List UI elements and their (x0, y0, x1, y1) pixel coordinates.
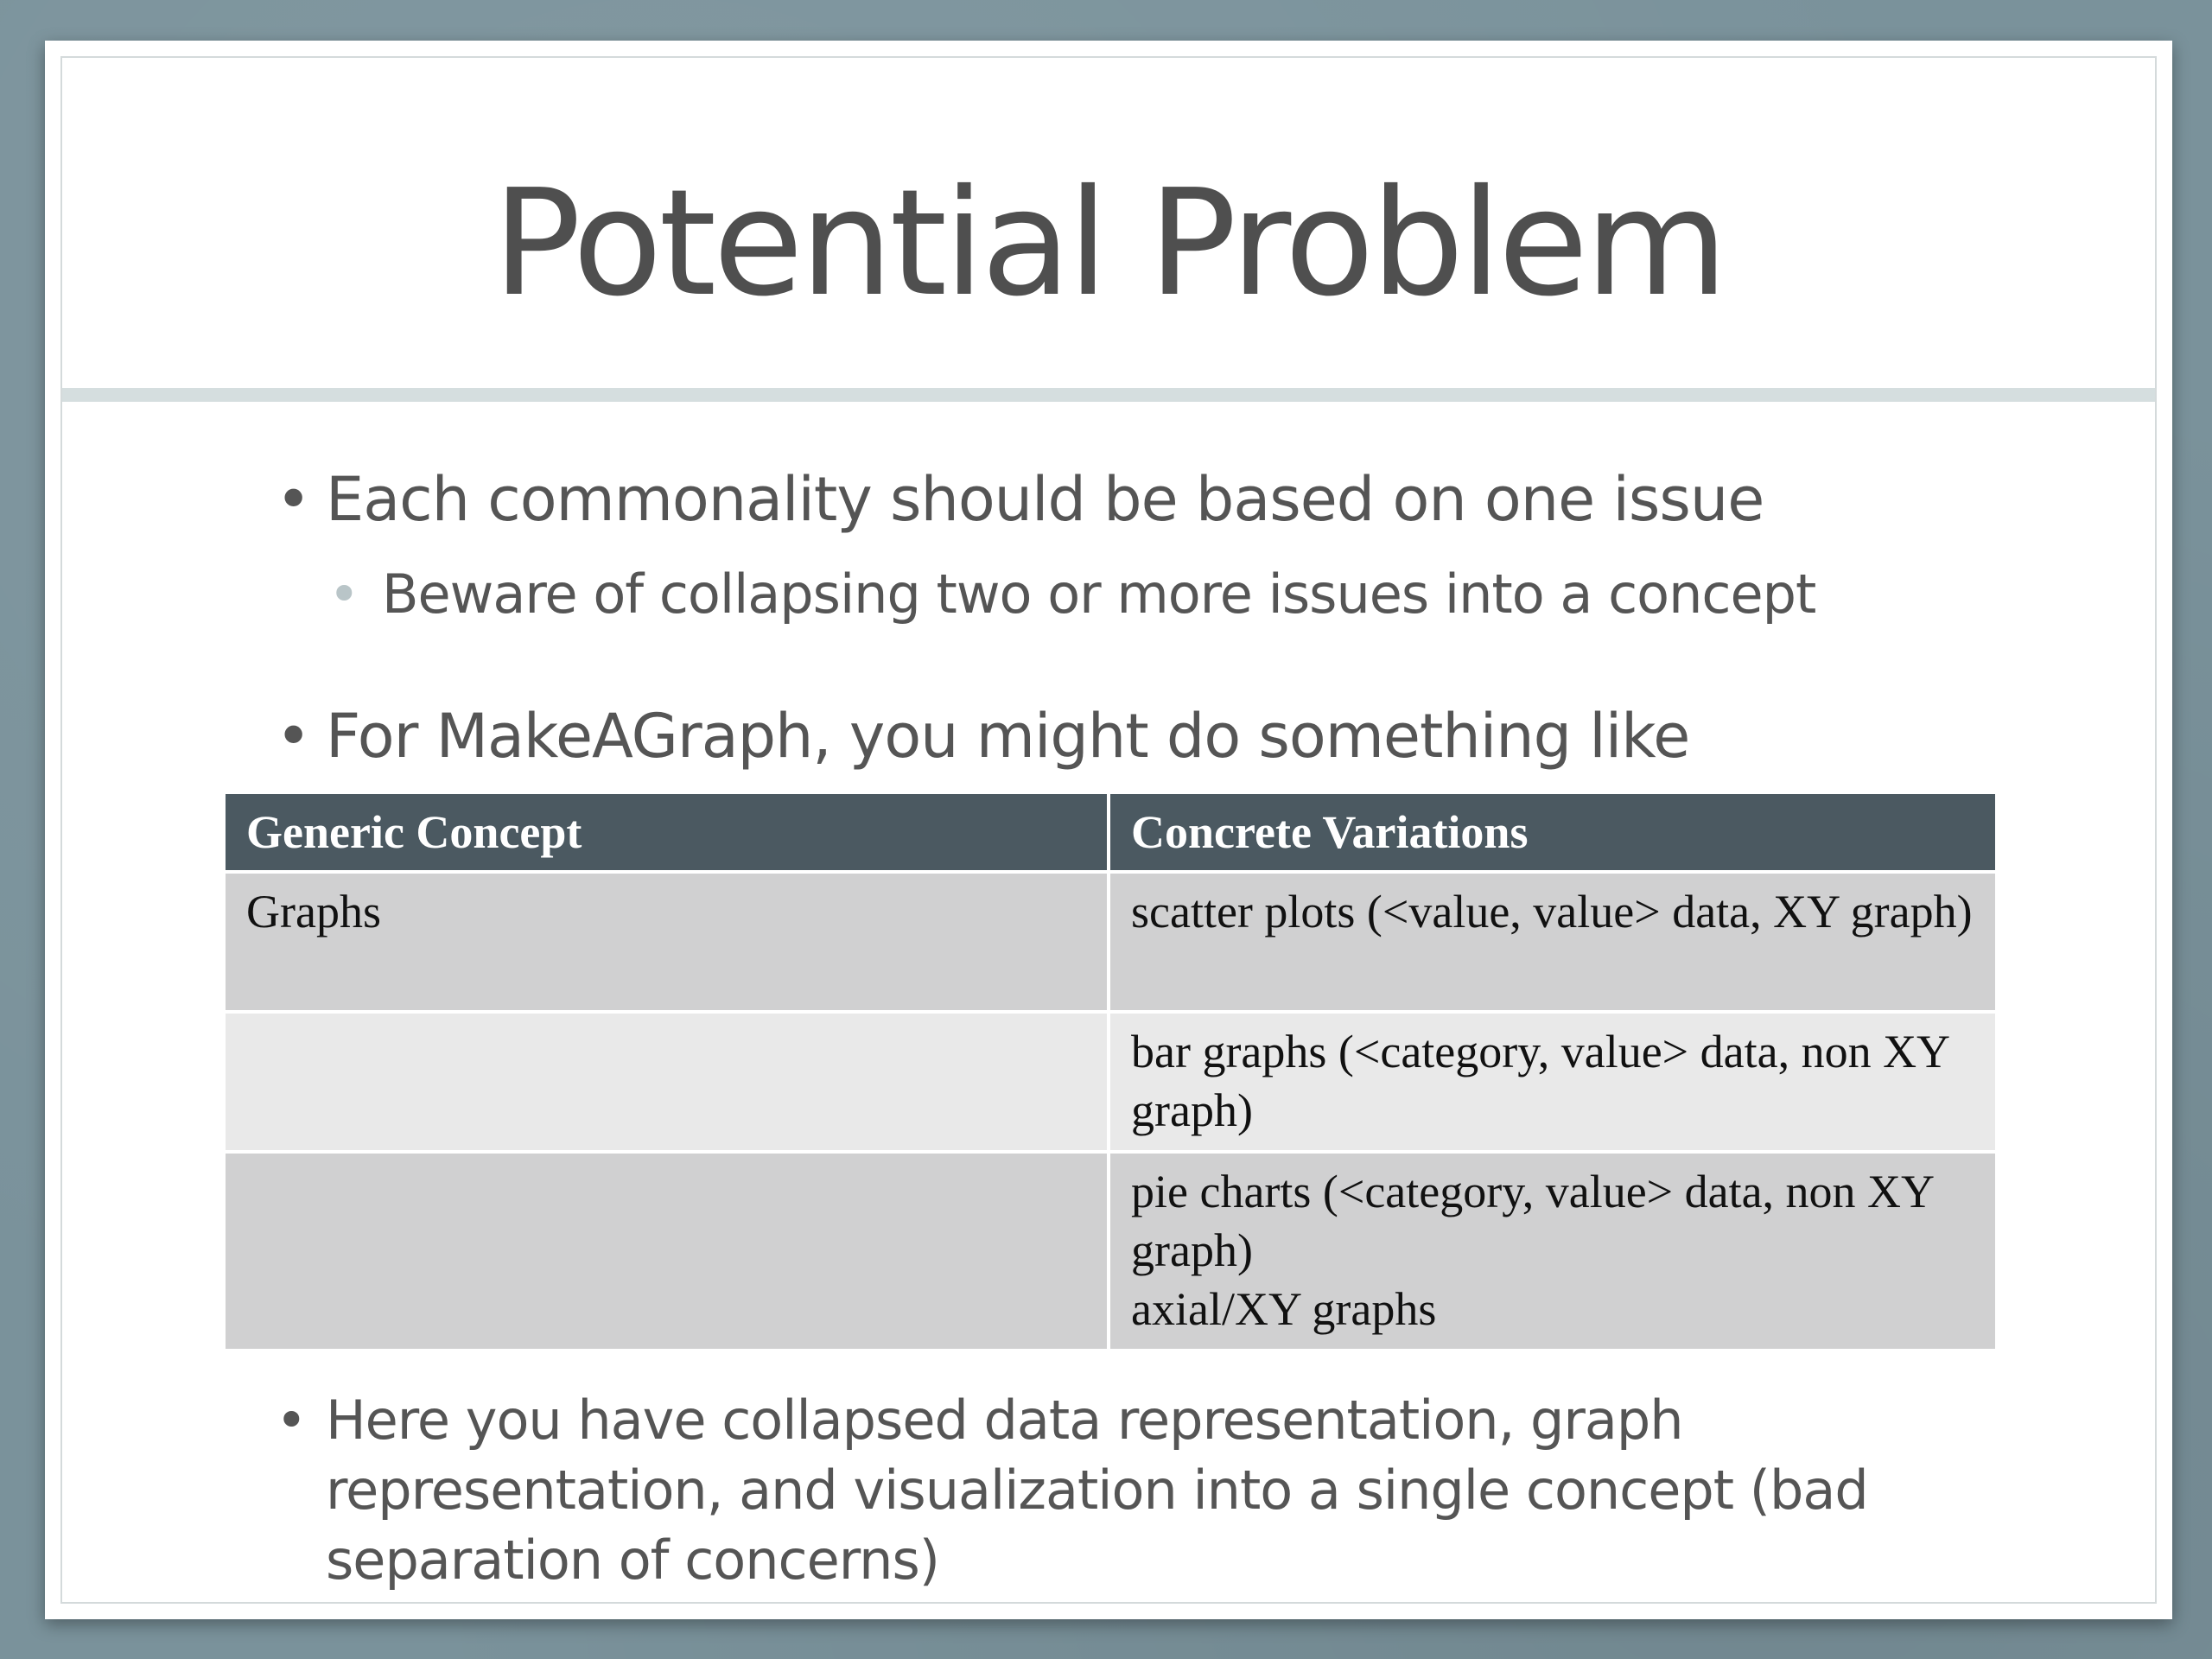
variation-text: bar graphs (<category, value> data, non XY graph) (1131, 1026, 1949, 1136)
bullet-dot: • (276, 701, 311, 772)
bullet-commonality-text: Each commonality should be based on one issue (326, 464, 1764, 535)
bullet-commonality (276, 462, 1764, 537)
slide (45, 41, 2172, 1619)
cell-variations (1109, 872, 1997, 1012)
table-row (224, 1012, 1997, 1152)
cell-concept: Graphs (224, 872, 1109, 1012)
sub-bullet-collapsing (328, 560, 1816, 629)
table-row (224, 872, 1997, 1012)
variation-text: pie charts (<category, value> data, non XY graph) (1131, 1166, 1934, 1276)
sub-bullet-collapsing-text: Beware of collapsing two or more issues into a concept (382, 563, 1816, 626)
cell-concept (224, 1152, 1109, 1351)
cell-variations (1109, 1152, 1997, 1351)
slide-title: Potential Problem (493, 158, 1725, 329)
bullet-collapsed-summary (276, 1385, 1967, 1595)
sub-bullet-dot: • (328, 563, 359, 626)
header-generic-concept: Generic Concept (224, 794, 1109, 872)
table-row (224, 1152, 1997, 1351)
concepts-table (222, 794, 1999, 1352)
header-concrete-variations: Concrete Variations (1109, 794, 1997, 872)
bullet-dot: • (276, 464, 311, 535)
variation-text: axial/XY graphs (1131, 1283, 1437, 1335)
bullet-makeagraph (276, 699, 1690, 773)
title-divider (62, 388, 2155, 402)
bullet-collapsed-summary-text: Here you have collapsed data representation, graph representation, and visualization into a single concept (bad separation of concerns) (326, 1389, 1868, 1592)
variation-text: scatter plots (<value, value> data, XY graph) (1131, 886, 1973, 938)
bullet-dot: • (276, 1389, 307, 1452)
bullet-makeagraph-text: For MakeAGraph, you might do something like (326, 701, 1690, 772)
table-header-row (224, 794, 1997, 872)
cell-variations (1109, 1012, 1997, 1152)
cell-concept (224, 1012, 1109, 1152)
